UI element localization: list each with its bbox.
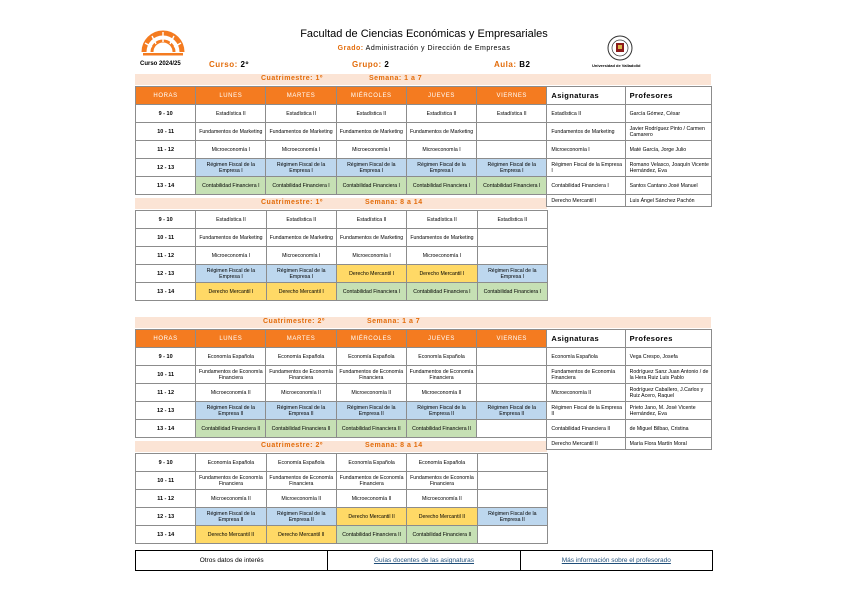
class-cell <box>477 420 547 438</box>
class-cell: Régimen Fiscal de la Empresa I <box>477 265 547 283</box>
subject-name: Contabilidad Financiera I <box>547 177 625 195</box>
col-header-day: MIÉRCOLES <box>336 87 406 105</box>
grado-value: Administración y Dirección de Empresas <box>365 45 511 52</box>
class-cell: Microeconomía I <box>196 141 266 159</box>
class-cell: Fundamentos de Marketing <box>407 229 477 247</box>
hour-cell: 9 - 10 <box>136 105 196 123</box>
subject-name: Microeconomía II <box>547 384 625 402</box>
band-q1-week-a: Cuatrimestre: 1º Semana: 1 a 7 <box>135 74 711 85</box>
schedule-q2-week-b <box>135 453 548 544</box>
class-cell <box>477 490 547 508</box>
col-header-horas: HORAS <box>136 87 196 105</box>
band-q2-week-a: Cuatrimestre: 2º Semana: 1 a 7 <box>135 317 711 328</box>
table-row <box>136 229 548 247</box>
class-cell: Microeconomía I <box>266 141 336 159</box>
class-cell: Fundamentos de Marketing <box>196 229 266 247</box>
professor-name: García Gómez, César <box>625 105 711 123</box>
table-row <box>136 402 712 420</box>
col-header-profesores: Profesores <box>625 87 711 105</box>
table-row <box>136 526 548 544</box>
class-cell: Régimen Fiscal de la Empresa II <box>336 402 406 420</box>
professor-name: Prieto Jano, M. José Vicente Hernández, Eva <box>625 402 711 420</box>
class-cell: Microeconomía II <box>196 384 266 402</box>
col-header-asignaturas: Asignaturas <box>547 87 625 105</box>
class-cell: Contabilidad Financiera I <box>477 177 547 195</box>
class-cell: Contabilidad Financiera I <box>266 177 336 195</box>
grado-label: Grado: <box>337 45 364 52</box>
hour-cell: 11 - 12 <box>136 384 196 402</box>
col-header-profesores: Profesores <box>625 330 711 348</box>
class-cell <box>477 123 547 141</box>
class-cell: Economía Española <box>336 348 406 366</box>
class-cell: Economía Española <box>266 348 336 366</box>
class-cell: Contabilidad Financiera II <box>406 420 476 438</box>
class-cell: Régimen Fiscal de la Empresa I <box>406 159 476 177</box>
class-cell: Estadística II <box>477 211 547 229</box>
table-row <box>136 265 548 283</box>
profesorado-link[interactable]: Más información sobre el profesorado <box>520 551 712 570</box>
class-cell: Estadística II <box>196 211 266 229</box>
class-cell: Microeconomía II <box>266 490 336 508</box>
otros-datos-label: Otros datos de interés <box>199 557 264 564</box>
class-cell: Derecho Mercantil I <box>266 283 336 301</box>
class-cell: Régimen Fiscal de la Empresa I <box>336 159 406 177</box>
class-cell: Fundamentos de Marketing <box>266 123 336 141</box>
professor-name: Luis Ángel Sánchez Pachón <box>625 195 711 207</box>
table-row <box>136 472 548 490</box>
professor-name: Santos Cantano José Manuel <box>625 177 711 195</box>
academic-year: Curso 2024/25 <box>140 61 181 67</box>
hour-cell: 12 - 13 <box>136 508 196 526</box>
class-cell: Contabilidad Financiera I <box>407 283 477 301</box>
class-cell: Régimen Fiscal de la Empresa II <box>406 402 476 420</box>
col-header-day: LUNES <box>196 87 266 105</box>
col-header-day: JUEVES <box>406 87 476 105</box>
class-cell: Economía Española <box>266 454 336 472</box>
col-header-day: JUEVES <box>406 330 476 348</box>
class-cell: Estadística II <box>336 105 406 123</box>
professor-name: Javier Rodríguez Pinto / Carmen Camarero <box>625 123 711 141</box>
spacer-cell <box>136 195 547 207</box>
class-cell: Economía Española <box>406 348 476 366</box>
subject-name: Régimen Fiscal de la Empresa I <box>547 159 625 177</box>
class-cell: Régimen Fiscal de la Empresa II <box>266 402 336 420</box>
professor-name: Maté García, Jorge Julio <box>625 141 711 159</box>
subject-name: Contabilidad Financiera II <box>547 420 625 438</box>
hour-cell: 13 - 14 <box>136 420 196 438</box>
class-cell: Derecho Mercantil II <box>407 508 477 526</box>
col-header-day: VIERNES <box>477 330 547 348</box>
class-cell: Estadística II <box>196 105 266 123</box>
table-row <box>136 195 712 207</box>
class-cell: Derecho Mercantil II <box>336 508 406 526</box>
page-title: Facultad de Ciencias Económicas y Empresariales <box>300 28 548 40</box>
class-cell <box>477 366 547 384</box>
band-q1-week-b: Cuatrimestre: 1º Semana: 8 a 14 <box>135 198 547 209</box>
class-cell: Fundamentos de Economía Financiera <box>406 366 476 384</box>
professor-name: Romano Velasco, Joaquín Vicente Hernández, Eva <box>625 159 711 177</box>
class-cell: Estadística II <box>266 105 336 123</box>
subject-name: Derecho Mercantil II <box>547 438 625 450</box>
class-cell: Régimen Fiscal de la Empresa II <box>266 508 336 526</box>
class-cell: Contabilidad Financiera II <box>336 526 406 544</box>
guias-docentes-link[interactable]: Guías docentes de las asignaturas <box>327 551 519 570</box>
table-row <box>136 454 548 472</box>
class-cell: Contabilidad Financiera II <box>336 420 406 438</box>
subject-name: Fundamentos de Marketing <box>547 123 625 141</box>
hour-cell: 10 - 11 <box>136 366 196 384</box>
col-header-day: MARTES <box>266 87 336 105</box>
class-cell: Derecho Mercantil II <box>196 526 266 544</box>
table-row <box>136 348 712 366</box>
class-cell: Fundamentos de Economía Financiera <box>196 472 266 490</box>
class-cell: Microeconomía I <box>196 247 266 265</box>
class-cell: Microeconomía II <box>407 490 477 508</box>
col-header-day: MARTES <box>266 330 336 348</box>
university-seal <box>606 34 634 62</box>
table-row <box>136 159 712 177</box>
class-cell: Economía Española <box>336 454 406 472</box>
class-cell: Régimen Fiscal de la Empresa II <box>196 402 266 420</box>
class-cell: Derecho Mercantil I <box>336 265 406 283</box>
class-cell <box>477 247 547 265</box>
class-cell: Fundamentos de Economía Financiera <box>336 366 406 384</box>
class-cell: Fundamentos de Economía Financiera <box>196 366 266 384</box>
class-cell: Estadística II <box>266 211 336 229</box>
class-cell: Economía Española <box>196 348 266 366</box>
hour-cell: 11 - 12 <box>136 490 196 508</box>
class-cell: Régimen Fiscal de la Empresa II <box>477 402 547 420</box>
class-cell: Microeconomía I <box>406 141 476 159</box>
subject-name: Microeconomía I <box>547 141 625 159</box>
footer-links <box>135 550 713 571</box>
col-header-day: LUNES <box>196 330 266 348</box>
hour-cell: 10 - 11 <box>136 229 196 247</box>
class-cell: Régimen Fiscal de la Empresa II <box>196 508 266 526</box>
hour-cell: 12 - 13 <box>136 402 196 420</box>
class-cell: Contabilidad Financiera I <box>196 177 266 195</box>
class-cell: Contabilidad Financiera I <box>336 177 406 195</box>
hour-cell: 13 - 14 <box>136 283 196 301</box>
class-cell: Fundamentos de Marketing <box>196 123 266 141</box>
table-row <box>136 177 712 195</box>
professor-name: Rodríguez Caballero, J.Carlos y Ruiz Acero, Raquel <box>625 384 711 402</box>
table-row <box>136 105 712 123</box>
class-cell: Contabilidad Financiera II <box>196 420 266 438</box>
class-cell <box>477 384 547 402</box>
col-header-day: VIERNES <box>477 87 547 105</box>
degree-line <box>0 45 848 52</box>
class-cell <box>477 472 547 490</box>
class-cell: Microeconomía II <box>406 384 476 402</box>
class-cell: Microeconomía I <box>336 141 406 159</box>
subject-name: Economía Española <box>547 348 625 366</box>
table-row <box>136 247 548 265</box>
header-row <box>136 87 712 105</box>
subject-name: Derecho Mercantil I <box>547 195 625 207</box>
col-header-day: MIÉRCOLES <box>336 330 406 348</box>
hour-cell: 12 - 13 <box>136 159 196 177</box>
aula-info: Aula: B2 <box>494 60 531 69</box>
class-cell: Contabilidad Financiera I <box>477 283 547 301</box>
class-cell: Fundamentos de Marketing <box>266 229 336 247</box>
class-cell: Contabilidad Financiera I <box>406 177 476 195</box>
col-header-asignaturas: Asignaturas <box>547 330 625 348</box>
class-cell: Fundamentos de Economía Financiera <box>266 472 336 490</box>
class-cell: Derecho Mercantil II <box>266 526 336 544</box>
schedule-q1-week-a <box>135 86 712 207</box>
class-cell <box>477 229 547 247</box>
class-cell: Contabilidad Financiera I <box>336 283 406 301</box>
col-header-horas: HORAS <box>136 330 196 348</box>
table-row <box>136 508 548 526</box>
class-cell <box>477 348 547 366</box>
class-cell: Microeconomía II <box>336 490 406 508</box>
spacer-cell <box>136 438 547 450</box>
professor-name: Rodríguez Sanz Juan Antonio / de la Hera Ruiz Luis Pablo <box>625 366 711 384</box>
schedule-q2-week-a <box>135 329 712 450</box>
class-cell: Microeconomía II <box>266 384 336 402</box>
class-cell: Derecho Mercantil I <box>196 283 266 301</box>
class-cell: Microeconomía I <box>407 247 477 265</box>
table-row <box>136 211 548 229</box>
class-cell: Economía Española <box>196 454 266 472</box>
hour-cell: 13 - 14 <box>136 177 196 195</box>
hour-cell: 10 - 11 <box>136 472 196 490</box>
hour-cell: 11 - 12 <box>136 247 196 265</box>
class-cell: Régimen Fiscal de la Empresa I <box>266 159 336 177</box>
curso-info: Curso: 2º <box>209 60 249 69</box>
class-cell: Régimen Fiscal de la Empresa I <box>477 159 547 177</box>
class-cell: Fundamentos de Economía Financiera <box>336 472 406 490</box>
class-cell: Fundamentos de Economía Financiera <box>266 366 336 384</box>
grupo-info: Grupo: 2 <box>352 60 390 69</box>
class-cell: Economía Española <box>407 454 477 472</box>
class-cell: Régimen Fiscal de la Empresa I <box>196 265 266 283</box>
table-row <box>136 420 712 438</box>
class-cell <box>477 526 547 544</box>
class-cell: Estadística II <box>407 211 477 229</box>
hour-cell: 12 - 13 <box>136 265 196 283</box>
class-cell: Fundamentos de Marketing <box>336 123 406 141</box>
table-row <box>136 366 712 384</box>
professor-name: María Flora Martín Moral <box>625 438 711 450</box>
header-row <box>136 330 712 348</box>
table-row <box>136 438 712 450</box>
class-cell: Régimen Fiscal de la Empresa II <box>477 508 547 526</box>
class-cell: Fundamentos de Marketing <box>406 123 476 141</box>
class-cell <box>477 454 547 472</box>
hour-cell: 13 - 14 <box>136 526 196 544</box>
class-cell: Fundamentos de Economía Financiera <box>407 472 477 490</box>
subject-name: Régimen Fiscal de la Empresa II <box>547 402 625 420</box>
class-cell: Contabilidad Financiera II <box>407 526 477 544</box>
university-name: Universidad de Valladolid <box>592 63 641 68</box>
class-cell: Microeconomía II <box>196 490 266 508</box>
class-cell: Estadística II <box>477 105 547 123</box>
subject-name: Fundamentos de Economía Financiera <box>547 366 625 384</box>
hour-cell: 11 - 12 <box>136 141 196 159</box>
class-cell: Régimen Fiscal de la Empresa I <box>266 265 336 283</box>
hour-cell: 10 - 11 <box>136 123 196 141</box>
table-row <box>136 283 548 301</box>
hour-cell: 9 - 10 <box>136 348 196 366</box>
professor-name: de Miguel Bilbao, Cristina <box>625 420 711 438</box>
table-row <box>136 123 712 141</box>
table-row <box>136 141 712 159</box>
class-cell: Microeconomía I <box>266 247 336 265</box>
hour-cell: 9 - 10 <box>136 211 196 229</box>
class-cell: Contabilidad Financiera II <box>266 420 336 438</box>
subject-name: Estadística II <box>547 105 625 123</box>
class-cell: Derecho Mercantil I <box>407 265 477 283</box>
class-cell <box>477 141 547 159</box>
class-cell: Estadística II <box>406 105 476 123</box>
class-cell: Estadística II <box>336 211 406 229</box>
schedule-q1-week-b <box>135 210 548 301</box>
class-cell: Microeconomía II <box>336 384 406 402</box>
class-cell: Microeconomía I <box>336 247 406 265</box>
band-q2-week-b: Cuatrimestre: 2º Semana: 8 a 14 <box>135 441 547 452</box>
table-row <box>136 384 712 402</box>
table-row <box>136 490 548 508</box>
class-cell: Régimen Fiscal de la Empresa I <box>196 159 266 177</box>
class-cell: Fundamentos de Marketing <box>336 229 406 247</box>
hour-cell: 9 - 10 <box>136 454 196 472</box>
professor-name: Vega Crespo, Josefa <box>625 348 711 366</box>
